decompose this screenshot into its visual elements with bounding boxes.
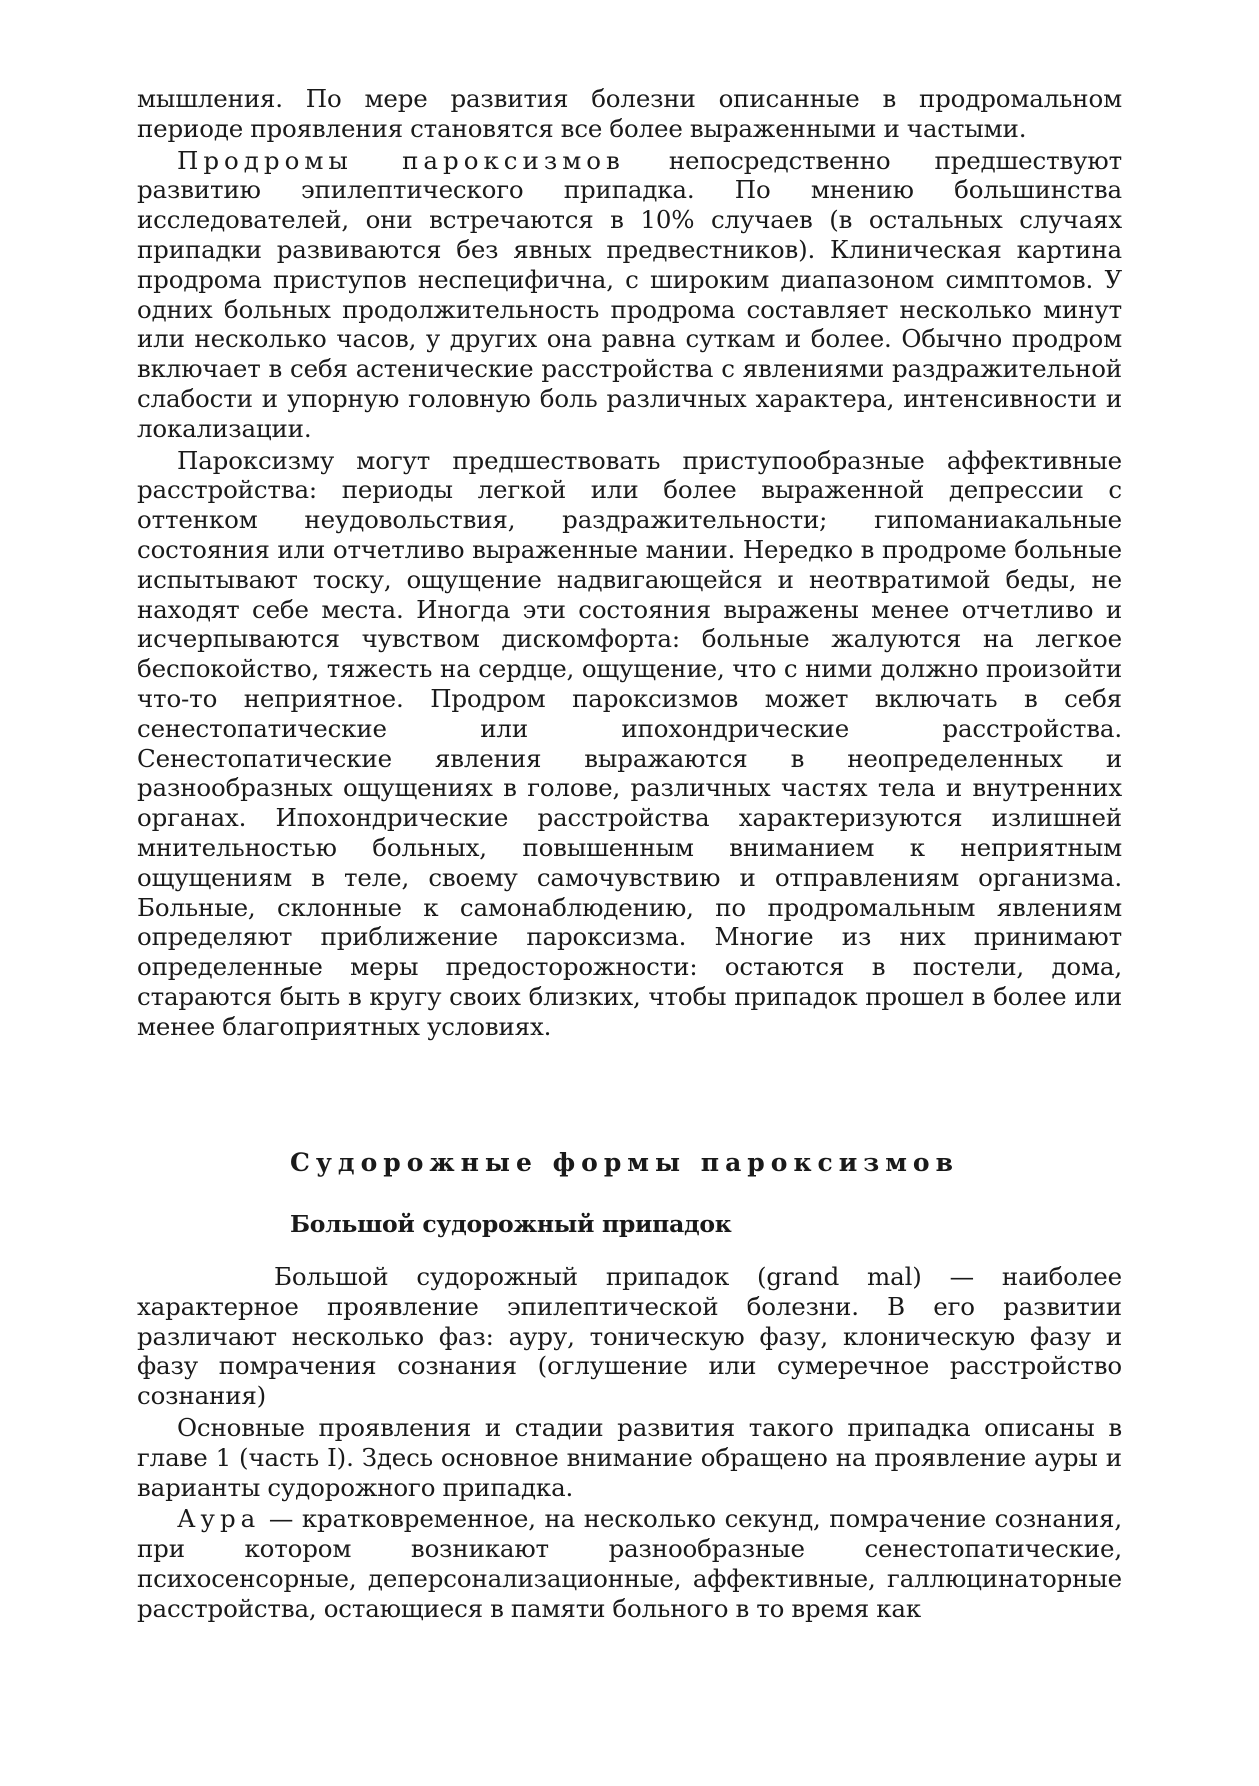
paragraph-6-lead: Аура — [177, 1504, 261, 1534]
text-block-bottom — [137, 1262, 1122, 1624]
section-heading: Судорожные формы пароксизмов — [290, 1148, 959, 1177]
paragraph-1: мышления. По мере развития болезни описанные в продромальном периоде проявления становятся все более выраженными и частыми. — [137, 84, 1122, 143]
paragraph-3: Пароксизму могут предшествовать приступообразные аффективные расстройства: периоды легкой или более выраженной депрессии с оттенком неудовольствия, раздражительности; гипоманиакальные состояния или отчетливо выраженные мании. Нередко в продроме больные испытывают тоску, ощущение надвигающейся и неотвратимой беды, не находят себе места. Иногда эти состояния выражены менее отчетливо и исчерпываются чувством дискомфорта: больные жалуются на легкое беспокойство, тяжесть на сердце, ощущение, что с ними должно произойти что-то неприятное. Продром пароксизмов может включать в себя сенестопатические или ипохондрические расстройства. Сенестопатические явления выражаются в неопределенных и разнообразных ощущениях в голове, различных частях тела и внутренних органах. Ипохондрические расстройства характеризуются излишней мнительностью больных, повышенным вниманием к неприятным ощущениям в теле, своему самочувствию и отправлениям организма. Больные, склонные к самонаблюдению, по продромальным явлениям определяют приближение пароксизма. Многие из них принимают определенные меры предосторожности: остаются в постели, дома, стараются быть в кругу своих близких, чтобы припадок прошел в более или менее благоприятных условиях. — [137, 445, 1122, 1041]
paragraph-6 — [137, 1504, 1122, 1623]
paragraph-2-lead: Продромы пароксизмов — [177, 145, 625, 175]
sub-heading: Большой судорожный припадок — [290, 1210, 732, 1238]
paragraph-5: Основные проявления и стадии развития такого припадка описаны в главе 1 (часть I). Здесь основное внимание обращено на проявление ауры и варианты судорожного припадка. — [137, 1412, 1122, 1502]
paragraph-2-body: непосредственно предшествуют развитию эпилептического припадка. По мнению большинства исследователей, они встречаются в 10% случаев (в остальных случаях припадки развиваются без явных предвестников). Клиническая картина продрома приступов неспецифична, с широким диапазоном симптомов. У одних больных продолжительность продрома составляет несколько минут или несколько часов, у других она равна суткам и более. Обычно продром включает в себя астенические расстройства с явлениями раздражительной слабости и упорную головную боль различных характера, интенсивности и локализации. — [137, 145, 1123, 443]
paragraph-4: Большой судорожный припадок (grand mal) — наиболее характерное проявление эпилептической болезни. В его развитии различают несколько фаз: ауру, тоническую фазу, клоническую фазу и фазу помрачения сознания (оглушение или сумеречное расстройство сознания) — [137, 1262, 1122, 1411]
paragraph-6-body: — кратковременное, на несколько секунд, помрачение сознания, при котором возникают разнообразные сенестопатические, психосенсорные, деперсонализационные, аффективные, галлюцинаторные расстройства, остающиеся в памяти больного в то время как — [137, 1504, 1122, 1623]
text-block-top — [137, 84, 1122, 1042]
paragraph-2 — [137, 146, 1122, 444]
